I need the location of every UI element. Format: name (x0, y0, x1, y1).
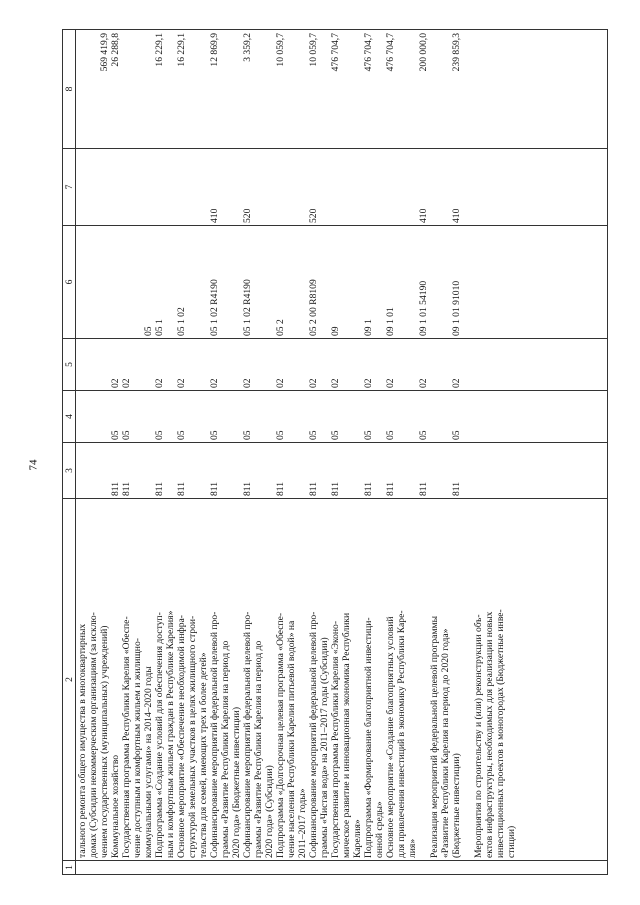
col3-line (396, 445, 407, 496)
col3-line (231, 445, 242, 496)
col4-line: 05 (385, 430, 396, 440)
col3-line: 811 (242, 481, 253, 496)
col2-line: ным и комфортным жильем граждан в Республике Карелия» (165, 610, 176, 858)
col3-line: 811 (418, 481, 429, 496)
col7-line: 410 (451, 208, 462, 223)
col6-line (132, 228, 143, 336)
col-header-5: 5 (63, 339, 76, 391)
col2-line: мическое развитие и инновационная экономика Республики (341, 612, 352, 858)
col6-line: 05 2 (275, 319, 286, 336)
col5-line: 02 (330, 378, 341, 388)
col3-line (341, 445, 352, 496)
col4-line: 05 (330, 430, 341, 440)
col8-line: 200 000,0 (418, 33, 429, 72)
col3-line (220, 445, 231, 496)
col8-line (220, 33, 231, 146)
col6-line (319, 228, 330, 336)
col-2-cell (76, 499, 608, 861)
col5-line (88, 341, 99, 388)
col6-line (165, 228, 176, 336)
col8-line (88, 33, 99, 146)
col7-line (396, 151, 407, 223)
col4-line (88, 393, 99, 440)
col2-line: инвестиционных проектов в моногородах (Бюджетные инве- (495, 609, 506, 858)
col7-line (319, 151, 330, 223)
col2-line: тельства для семей, имеющих трех и более детей» (198, 652, 209, 858)
col5-line: 02 (121, 378, 132, 388)
col4-line (440, 393, 451, 440)
col3-line (264, 445, 275, 496)
col8-line (231, 33, 242, 146)
col3-line (253, 445, 264, 496)
rotated-table-page (62, 30, 608, 875)
col2-line: чение населения Республики Карелия питьевой водой» на (286, 620, 297, 858)
col3-line (407, 445, 418, 496)
col5-line: 02 (308, 378, 319, 388)
col7-line (220, 151, 231, 223)
col2-line: чением государственных (муниципальных) учреждений) (99, 625, 110, 858)
col4-line: 05 (451, 430, 462, 440)
col8-line: 10 059,7 (308, 33, 319, 67)
col6-line (253, 228, 264, 336)
col3-line (374, 445, 385, 496)
col5-line: 02 (176, 378, 187, 388)
col3-line (297, 445, 308, 496)
col2-line: Основное мероприятие «Создание благоприятных условий (385, 616, 396, 858)
col2-line: 2020 года» (Бюджетные инвестиции) (231, 706, 242, 858)
col8-line: 16 229,1 (176, 33, 187, 67)
col8-line: 569 419,9 (99, 33, 110, 72)
col2-line: тального ремонта общего имущества в многоквартирных (77, 623, 88, 858)
col5-line (407, 341, 418, 388)
col4-line (297, 393, 308, 440)
col3-line (165, 445, 176, 496)
col5-line: 02 (110, 378, 121, 388)
col4-line (77, 393, 88, 440)
col8-line: 476 704,7 (385, 33, 396, 72)
col4-line (132, 393, 143, 440)
col3-line (99, 445, 110, 496)
col8-line (165, 33, 176, 146)
col6-line (99, 228, 110, 336)
col7-line (143, 151, 154, 223)
col8-line (407, 33, 418, 146)
col5-line (374, 341, 385, 388)
col8-line (440, 33, 451, 146)
col8-line (297, 33, 308, 146)
col7-line (77, 151, 88, 223)
col2-line: Карелия» (352, 819, 363, 858)
col7-line (187, 151, 198, 223)
col2-line: Подпрограмма «Создание условий для обеспечения доступ- (154, 612, 165, 858)
col-3-cell (76, 443, 608, 499)
col4-line (231, 393, 242, 440)
col4-line (264, 393, 275, 440)
col8-line (352, 33, 363, 146)
col2-line: чение доступным и комфортным жильем и жилищно- (132, 638, 143, 858)
col6-line: 05 1 02 R4190 (209, 279, 220, 336)
col2-line: Основное мероприятие «Обеспечение необходимой инфра- (176, 615, 187, 858)
col3-line: 811 (154, 481, 165, 496)
col4-line: 05 (154, 430, 165, 440)
col-header-3: 3 (63, 443, 76, 499)
col2-line: Государственная программа Республики Карелия «Обеспе- (121, 616, 132, 858)
col3-line (440, 445, 451, 496)
col-5-cell (76, 339, 608, 391)
col5-line (77, 341, 88, 388)
col5-line: 02 (275, 378, 286, 388)
col7-line (297, 151, 308, 223)
col8-line: 476 704,7 (363, 33, 374, 72)
col6-line: 09 1 01 54190 (418, 280, 429, 336)
col6-line (121, 228, 132, 336)
col5-line (352, 341, 363, 388)
col5-line (297, 341, 308, 388)
col7-line (385, 151, 396, 223)
col5-line: 02 (209, 378, 220, 388)
col-1-cell (76, 861, 608, 875)
col4-line (352, 393, 363, 440)
col5-line (220, 341, 231, 388)
col4-line: 05 (363, 430, 374, 440)
col2-line: (Бюджетные инвестиции) (451, 753, 462, 858)
col6-line: 05 1 02 R4190 (242, 279, 253, 336)
col6-line (440, 228, 451, 336)
col3-line (132, 445, 143, 496)
col5-line: 02 (154, 378, 165, 388)
col5-line (165, 341, 176, 388)
col7-line (165, 151, 176, 223)
col6-line (429, 228, 440, 336)
col6-line (187, 228, 198, 336)
col7-line (99, 151, 110, 223)
col6-line (231, 228, 242, 336)
col7-line (231, 151, 242, 223)
col7-line (110, 151, 121, 223)
col-header-1: 1 (63, 861, 76, 875)
col6-line (396, 228, 407, 336)
col7-line (363, 151, 374, 223)
col-4-cell (76, 391, 608, 443)
col3-line: 811 (209, 481, 220, 496)
col8-line: 3 359,2 (242, 33, 253, 62)
col4-line: 05 (275, 430, 286, 440)
col2-line: Реализация мероприятий федеральной целевой программы (429, 615, 440, 858)
col7-line (286, 151, 297, 223)
col3-line (319, 445, 330, 496)
col6-line (198, 228, 209, 336)
col7-line: 410 (209, 208, 220, 223)
col5-line (429, 341, 440, 388)
col3-line (198, 445, 209, 496)
col8-line (187, 33, 198, 146)
col8-line: 26 288,8 (110, 33, 121, 67)
col2-line: домах (Субсидии некоммерческим организациям (за исклю- (88, 612, 99, 858)
col2-line: Мероприятия по строительству и (или) реконструкции объ- (473, 614, 484, 858)
col3-line: 811 (308, 481, 319, 496)
col8-line (198, 33, 209, 146)
col8-line (286, 33, 297, 146)
col4-line: 05 (242, 430, 253, 440)
col2-line: для привлечения инвестиций в экономику Республики Каре- (396, 610, 407, 858)
col6-line: 05 2 00 R8109 (308, 279, 319, 336)
col7-line (88, 151, 99, 223)
col2-line: граммы «Развитие Республики Карелия на период до (253, 640, 264, 858)
col6-line: 09 (330, 326, 341, 336)
col7-line (440, 151, 451, 223)
col5-line (143, 341, 154, 388)
col4-line (286, 393, 297, 440)
col3-line: 811 (363, 481, 374, 496)
col8-line: 10 059,7 (275, 33, 286, 67)
col5-line: 02 (418, 378, 429, 388)
col2-line: коммунальными услугами» на 2014–2020 годы (143, 666, 154, 858)
col7-line (198, 151, 209, 223)
col5-line (396, 341, 407, 388)
col2-line: Подпрограмма «Долгосрочная целевая программа «Обеспе- (275, 612, 286, 858)
col7-line (341, 151, 352, 223)
col7-line (253, 151, 264, 223)
col5-line (319, 341, 330, 388)
col7-line (275, 151, 286, 223)
col6-line: 05 1 (154, 319, 165, 336)
col8-line: 16 229,1 (154, 33, 165, 67)
col2-line: лия» (407, 838, 418, 858)
col7-line: 520 (308, 208, 319, 223)
col8-line (132, 33, 143, 146)
col2-line: Подпрограмма «Формирование благоприятной инвестици- (363, 617, 374, 858)
col4-line: 05 (418, 430, 429, 440)
col7-line (176, 151, 187, 223)
col7-line (121, 151, 132, 223)
col7-line (154, 151, 165, 223)
col6-line (297, 228, 308, 336)
col4-line: 05 (110, 430, 121, 440)
col5-line: 02 (242, 378, 253, 388)
col4-line: 05 (209, 430, 220, 440)
col6-line: 05 (143, 326, 154, 336)
col5-line: 02 (363, 378, 374, 388)
col2-line: стиции) (506, 825, 517, 858)
col7-line (429, 151, 440, 223)
col6-line (352, 228, 363, 336)
col2-line: 2020 года» (Субсидии) (264, 765, 275, 858)
col8-line (319, 33, 330, 146)
col8-line (341, 33, 352, 146)
col8-line (253, 33, 264, 146)
col2-line: Софинансирование мероприятий федеральной целевой про- (308, 611, 319, 858)
col6-line (407, 228, 418, 336)
col3-line (143, 445, 154, 496)
page-number: 74 (27, 459, 40, 471)
col7-line (330, 151, 341, 223)
col8-line (77, 33, 88, 146)
col2-line: Софинансирование мероприятий федеральной целевой про- (209, 611, 220, 858)
col-8-cell (76, 30, 608, 149)
col2-line: Софинансирование мероприятий федеральной целевой про- (242, 611, 253, 858)
col7-line: 520 (242, 208, 253, 223)
col4-line (429, 393, 440, 440)
col8-line (264, 33, 275, 146)
col8-line (143, 33, 154, 146)
col6-line: 09 1 01 91010 (451, 280, 462, 336)
col8-line (429, 33, 440, 146)
col2-line: граммы «Развитие Республики Карелия на период до (220, 640, 231, 858)
col6-line: 09 1 (363, 319, 374, 336)
col5-line (286, 341, 297, 388)
col8-line: 12 869,9 (209, 33, 220, 67)
col5-line: 02 (451, 378, 462, 388)
col6-line (264, 228, 275, 336)
col8-line (374, 33, 385, 146)
col4-line: 05 (176, 430, 187, 440)
col5-line (198, 341, 209, 388)
col3-line: 811 (275, 481, 286, 496)
col6-line (374, 228, 385, 336)
col7-line (407, 151, 418, 223)
col4-line (396, 393, 407, 440)
col7-line: 410 (418, 208, 429, 223)
col3-line: 811 (451, 481, 462, 496)
col5-line (253, 341, 264, 388)
col-header-7: 7 (63, 149, 76, 226)
col-header-6: 6 (63, 226, 76, 339)
col6-line (341, 228, 352, 336)
col3-line (88, 445, 99, 496)
col3-line: 811 (385, 481, 396, 496)
col8-line (396, 33, 407, 146)
col3-line: 811 (176, 481, 187, 496)
header-row (63, 30, 76, 875)
col3-line (77, 445, 88, 496)
col-6-cell (76, 226, 608, 339)
col3-line: 811 (110, 481, 121, 496)
col3-line (187, 445, 198, 496)
col2-line: Коммунальное хозяйство (110, 754, 121, 858)
col3-line (286, 445, 297, 496)
col4-line: 05 (308, 430, 319, 440)
col4-line (143, 393, 154, 440)
col-header-4: 4 (63, 391, 76, 443)
col4-line (407, 393, 418, 440)
col7-line (264, 151, 275, 223)
col5-line (440, 341, 451, 388)
col6-line (220, 228, 231, 336)
col4-line (165, 393, 176, 440)
col4-line (319, 393, 330, 440)
col6-line (286, 228, 297, 336)
col3-line: 811 (330, 481, 341, 496)
col6-line: 09 1 01 (385, 307, 396, 336)
col-header-8: 8 (63, 30, 76, 149)
col3-line (429, 445, 440, 496)
budget-table (62, 29, 608, 875)
col2-line: Государственная программа Республики Карелия «Эконо- (330, 620, 341, 858)
col8-line: 476 704,7 (330, 33, 341, 72)
col2-line: онной среды» (374, 801, 385, 858)
col8-line: 239 859,3 (451, 33, 462, 72)
body-row (76, 30, 608, 875)
col4-line (374, 393, 385, 440)
col7-line (374, 151, 385, 223)
col5-line (99, 341, 110, 388)
col3-line: 811 (121, 481, 132, 496)
col8-line (121, 33, 132, 146)
col2-line: структурой земельных участков в целях жилищного строи- (187, 615, 198, 858)
col2-line: ектов инфраструктуры, необходимых для реализации новых (484, 611, 495, 858)
col4-line (198, 393, 209, 440)
col2-line: граммы «Чистая вода» на 2011–2017 годы (Субсидии) (319, 637, 330, 858)
col6-line (88, 228, 99, 336)
col4-line: 05 (121, 430, 132, 440)
col7-line (352, 151, 363, 223)
col2-line: «Развитие Республики Карелия на период до 2020 года» (440, 628, 451, 858)
col-header-2: 2 (63, 499, 76, 861)
col2-line: 2011–2017 годы» (297, 788, 308, 858)
col5-line: 02 (385, 378, 396, 388)
col4-line (220, 393, 231, 440)
col4-line (341, 393, 352, 440)
col-7-cell (76, 149, 608, 226)
col6-line (110, 228, 121, 336)
col6-line (77, 228, 88, 336)
col5-line (264, 341, 275, 388)
col7-line (132, 151, 143, 223)
col5-line (231, 341, 242, 388)
col5-line (187, 341, 198, 388)
col4-line (253, 393, 264, 440)
col3-line (352, 445, 363, 496)
col5-line (132, 341, 143, 388)
col4-line (99, 393, 110, 440)
col4-line (187, 393, 198, 440)
col6-line: 05 1 02 (176, 307, 187, 336)
col5-line (341, 341, 352, 388)
